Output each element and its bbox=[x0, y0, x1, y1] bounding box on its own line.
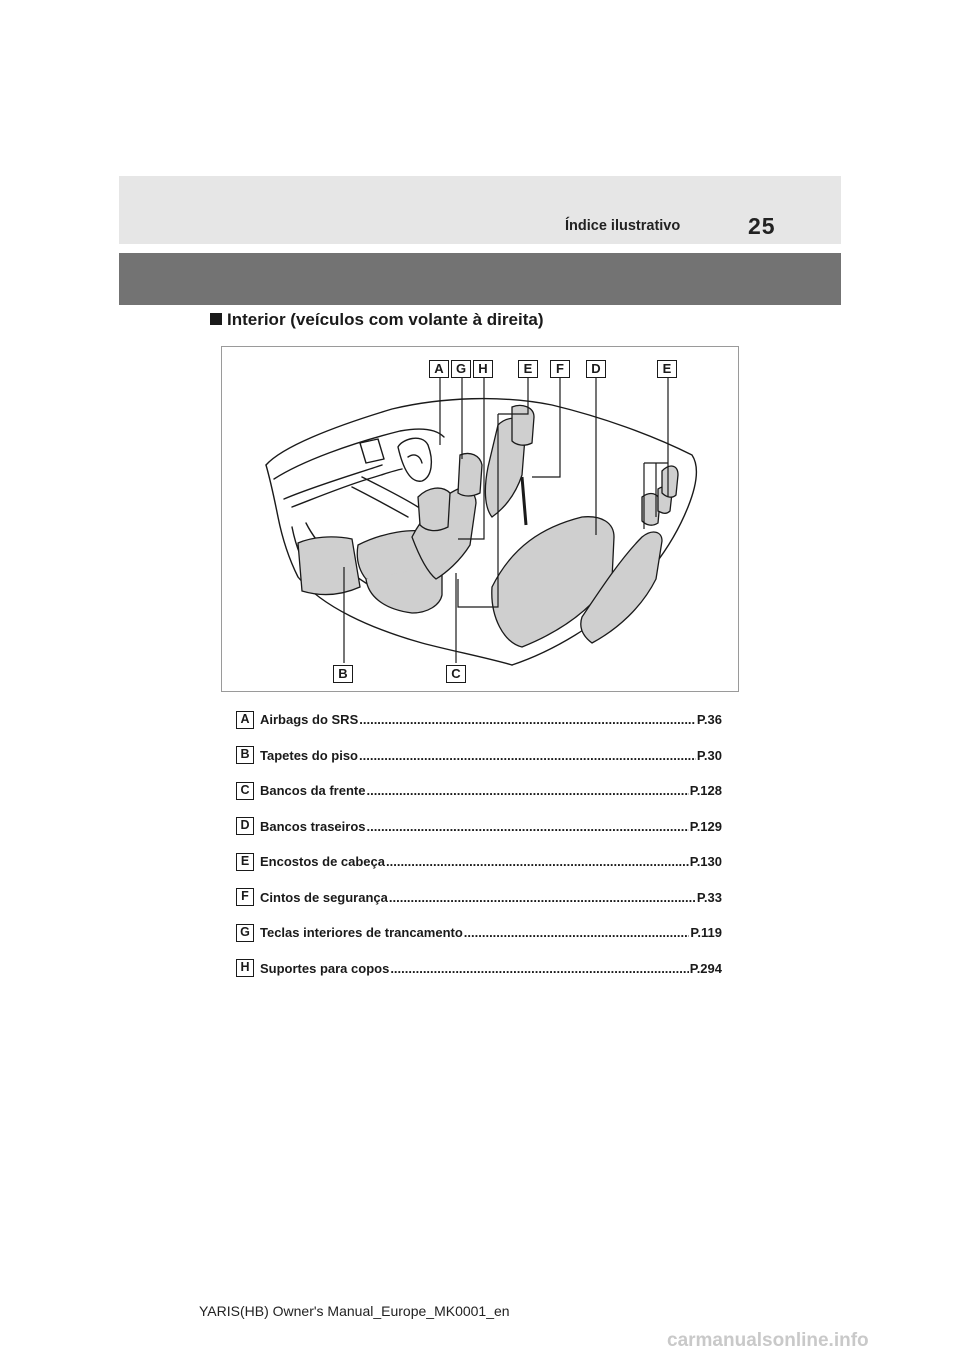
section-title: Índice ilustrativo bbox=[565, 218, 681, 234]
item-page: P.294 bbox=[689, 960, 722, 976]
item-page: P.128 bbox=[689, 783, 722, 799]
item-letter: C bbox=[236, 782, 254, 800]
item-label: Cintos de segurança bbox=[260, 889, 388, 905]
leader-dots bbox=[367, 819, 689, 834]
list-item bbox=[236, 702, 722, 738]
watermark: carmanualsonline.info bbox=[667, 1330, 869, 1351]
list-item bbox=[236, 773, 722, 809]
list-item bbox=[236, 738, 722, 774]
index-list bbox=[236, 702, 722, 986]
leader-dots bbox=[359, 712, 696, 727]
item-page: P.130 bbox=[689, 854, 722, 870]
footer-text: YARIS(HB) Owner's Manual_Europe_MK0001_en bbox=[199, 1303, 510, 1319]
item-letter: A bbox=[236, 711, 254, 729]
item-letter: G bbox=[236, 924, 254, 942]
callout-e-2: E bbox=[657, 360, 677, 378]
car-interior-drawing bbox=[222, 347, 740, 693]
dark-band bbox=[119, 253, 841, 305]
item-label: Airbags do SRS bbox=[260, 712, 359, 728]
list-item bbox=[236, 915, 722, 951]
item-page: P.119 bbox=[690, 925, 722, 941]
item-label: Bancos da frente bbox=[260, 783, 366, 799]
item-page: P.129 bbox=[689, 818, 722, 834]
item-letter: E bbox=[236, 853, 254, 871]
callout-e: E bbox=[518, 360, 538, 378]
item-letter: H bbox=[236, 959, 254, 977]
leader-dots bbox=[390, 961, 688, 976]
item-letter: D bbox=[236, 817, 254, 835]
list-item bbox=[236, 809, 722, 845]
item-label: Encostos de cabeça bbox=[260, 854, 385, 870]
leader-dots bbox=[386, 854, 689, 869]
leader-dots bbox=[464, 925, 690, 940]
interior-illustration bbox=[221, 346, 739, 692]
callout-d: D bbox=[586, 360, 606, 378]
item-label: Suportes para copos bbox=[260, 960, 390, 976]
item-page: P.30 bbox=[696, 747, 722, 763]
subheading bbox=[210, 310, 543, 330]
item-letter: B bbox=[236, 746, 254, 764]
subheading-text: Interior (veículos com volante à direita) bbox=[227, 310, 544, 329]
item-page: P.36 bbox=[696, 712, 722, 728]
leader-dots bbox=[359, 748, 696, 763]
leader-dots bbox=[366, 783, 688, 798]
callout-b: B bbox=[333, 665, 353, 683]
callout-c: C bbox=[446, 665, 466, 683]
list-item bbox=[236, 844, 722, 880]
list-item bbox=[236, 880, 722, 916]
square-bullet-icon bbox=[210, 313, 222, 325]
callout-f: F bbox=[550, 360, 570, 378]
callout-g: G bbox=[451, 360, 471, 378]
list-item bbox=[236, 951, 722, 987]
item-label: Tapetes do piso bbox=[260, 747, 358, 763]
item-page: P.33 bbox=[696, 889, 722, 905]
callout-h: H bbox=[473, 360, 493, 378]
item-label: Teclas interiores de trancamento bbox=[260, 925, 463, 941]
callout-a: A bbox=[429, 360, 449, 378]
page-number: 25 bbox=[748, 213, 776, 239]
item-label: Bancos traseiros bbox=[260, 818, 366, 834]
header-band bbox=[119, 176, 841, 244]
item-letter: F bbox=[236, 888, 254, 906]
leader-dots bbox=[389, 890, 696, 905]
